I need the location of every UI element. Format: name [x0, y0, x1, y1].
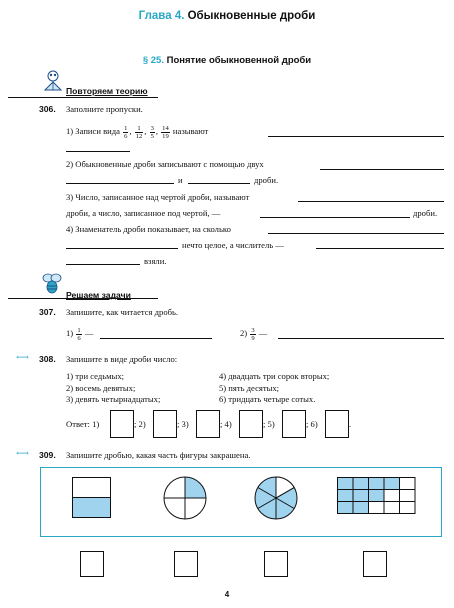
answer-sep-1: ; 2)	[134, 419, 146, 429]
t306-q4-text-b: нечто целое, а числитель —	[182, 240, 284, 250]
paragraph-title	[0, 55, 454, 66]
blank-306-1a[interactable]	[268, 136, 444, 137]
chapter-title	[0, 10, 454, 22]
double-arrow-icon: ⟷	[16, 448, 29, 458]
section-tasks-label: Решаем задачи	[66, 290, 131, 300]
task-306-instruction: Заполните пропуски.	[66, 104, 143, 114]
t306-q3-text-b: дроби, а число, записанное под чертой, —	[66, 208, 221, 218]
fraction-1-12: $\frac{1}{12}$	[135, 124, 143, 140]
chapter-name: Обыкновенные дроби	[184, 10, 316, 22]
answer-box-309-1[interactable]	[80, 551, 104, 577]
section-theory-bar	[8, 97, 158, 98]
double-arrow-icon: ⟷	[16, 352, 29, 362]
list-item: 4) двадцать три сорок вторых;	[219, 371, 330, 381]
t307-item-1: 1) $\frac{1}{6}$ —	[66, 326, 94, 342]
page-number: 4	[224, 590, 230, 599]
bee-icon	[40, 270, 64, 296]
answer-sep-4: ; 5)	[263, 419, 275, 429]
t306-q3-text-c: дроби.	[413, 208, 438, 218]
t306-q1: 1) Записи вида $\frac{1}{6}$ , $\frac{1}{12}$ , $\frac{3}{5}$ , $\frac{14}{19}$ называют	[66, 124, 209, 140]
fraction-3-5: $\frac{3}{5}$	[150, 124, 154, 140]
answer-box-5[interactable]	[282, 410, 306, 438]
task-306-number: 306.	[39, 104, 56, 114]
book-owl-icon	[42, 68, 64, 94]
blank-306-4a[interactable]	[268, 233, 444, 234]
answer-box-309-4[interactable]	[363, 551, 387, 577]
answer-box-309-2[interactable]	[174, 551, 198, 577]
t308-left-list	[66, 371, 160, 406]
blank-306-3a[interactable]	[298, 201, 444, 202]
t306-q3-text-a: 3) Число, записанное над чертой дроби, называют	[66, 192, 250, 202]
task-307-instruction: Запишите, как читается дробь.	[66, 307, 179, 317]
answer-box-2[interactable]	[153, 410, 177, 438]
list-item: 3) девять четырнадцатых;	[66, 394, 161, 404]
t306-q2-text-b: и	[178, 175, 183, 185]
answer-sep-3: ; 4)	[220, 419, 232, 429]
task-309-instruction: Запишите дробью, какая часть фигуры закрашена.	[66, 450, 251, 460]
t307-item-2: 2) $\frac{3}{9}$ —	[240, 326, 268, 342]
t306-q4-text-a: 4) Знаменатель дроби показывает, на сколько	[66, 224, 231, 234]
blank-306-4d[interactable]	[66, 264, 140, 265]
answer-box-309-3[interactable]	[264, 551, 288, 577]
blank-307-1[interactable]	[100, 338, 212, 339]
answer-box-4[interactable]	[239, 410, 263, 438]
answer-box-3[interactable]	[196, 410, 220, 438]
answer-end: .	[349, 419, 352, 429]
list-item: 2) восемь девятых;	[66, 382, 136, 393]
blank-306-2b[interactable]	[66, 183, 174, 184]
figure-circle-sixths	[253, 475, 299, 521]
task-309-number: 309.	[39, 450, 56, 460]
blank-306-2c[interactable]	[188, 183, 250, 184]
paragraph-name: Понятие обыкновенной дроби	[163, 55, 312, 66]
t306-q1-text-b: называют	[172, 126, 209, 136]
blank-306-2a[interactable]	[320, 169, 444, 170]
task-307-number: 307.	[39, 307, 56, 317]
answer-box-6[interactable]	[325, 410, 352, 438]
fraction-1-6: $\frac{1}{6}$	[124, 124, 128, 140]
t306-q1-text-a: 1) Записи вида	[66, 126, 120, 136]
task-308-instruction: Запишите в виде дроби число:	[66, 354, 178, 364]
list-item: 5) пять десятых;	[219, 382, 280, 393]
blank-306-3b[interactable]	[260, 217, 410, 218]
t308-answer-label: Ответ: 1)	[66, 419, 100, 429]
paragraph-prefix: § 25.	[142, 55, 164, 66]
list-item: 6) тридцать четыре сотых.	[219, 394, 316, 404]
t306-q2-text-c: дроби.	[254, 175, 279, 185]
answer-sep-5: ; 6)	[306, 419, 318, 429]
t306-q4-text-c: взяли.	[144, 256, 167, 266]
fraction-3-9: $\frac{3}{9}$	[251, 326, 255, 342]
fraction-14-19: $\frac{14}{19}$	[162, 124, 169, 140]
t308-right-list	[219, 371, 329, 406]
chapter-prefix: Глава 4.	[138, 10, 185, 22]
blank-306-4c[interactable]	[316, 248, 444, 249]
t306-q2-text-a: 2) Обыкновенные дроби записывают с помощью двух	[66, 159, 264, 169]
blank-306-1b[interactable]	[66, 151, 130, 152]
figure-rectangle	[72, 477, 112, 519]
blank-306-4b[interactable]	[66, 248, 178, 249]
list-item: 1) три седьмых;	[66, 371, 125, 381]
figure-grid	[337, 477, 417, 514]
section-theory-label: Повторяем теорию	[66, 86, 148, 96]
figure-circle-quarters	[162, 475, 208, 521]
fraction-1-6: $\frac{1}{6}$	[77, 326, 81, 342]
answer-box-1[interactable]	[110, 410, 134, 438]
answer-sep-2: ; 3)	[177, 419, 189, 429]
task-308-number: 308.	[39, 354, 56, 364]
blank-307-2[interactable]	[278, 338, 444, 339]
